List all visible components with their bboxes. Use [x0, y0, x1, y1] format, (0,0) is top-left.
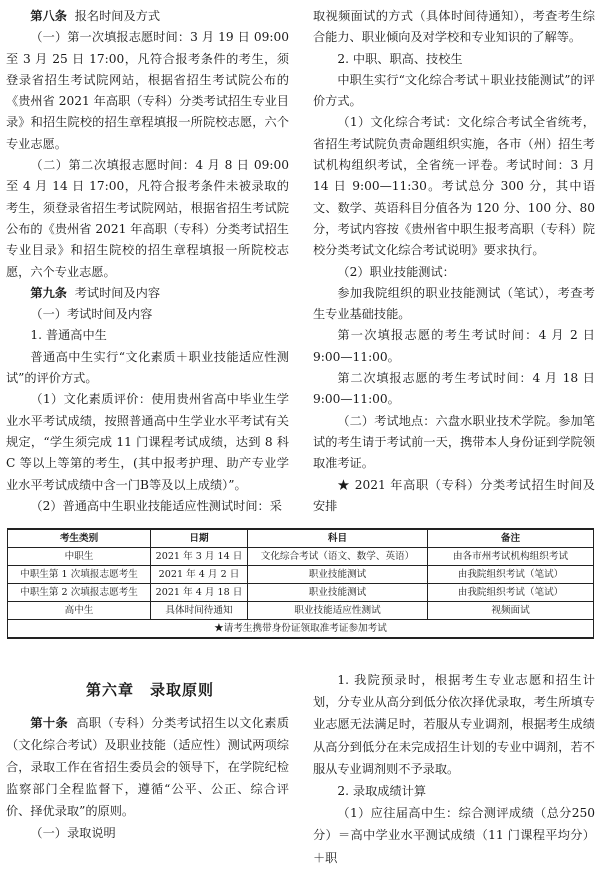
article-8-title: 报名时间及方式: [74, 9, 161, 23]
table-cell: 具体时间待通知: [151, 602, 248, 620]
table-cell: 文化综合考试（语文、数学、英语）: [248, 548, 428, 566]
table-cell: 视频面试: [428, 602, 594, 620]
table-header-cell: 考生类别: [8, 529, 151, 548]
table-footer-row: [8, 620, 594, 639]
table-cell: 职业技能测试: [248, 584, 428, 602]
admission-rule-2: 2. 录取成绩计算: [337, 784, 427, 799]
table-cell: 由我院组织考试（笔试）: [428, 566, 594, 584]
admission-rule-1: 1. 我院预录时，根据考生专业志愿和招生计划，分专业从高分到低分依次择优录取，考生所填专业志愿无法满足时，若服从专业调剂，根据考生成绩从高分到低分在未完成招生计划的专业中调剂，若不服从专业调剂则不予录取。: [313, 673, 595, 776]
right-text-column: [313, 6, 595, 517]
right-paragraph-1: 取视频面试的方式（具体时间待通知），考查考生综合能力、职业倾向及对学校和专业知识的了解等。: [313, 9, 595, 45]
table-cell: 由我院组织考试（笔试）: [428, 584, 594, 602]
chapter-6-left-column: [6, 712, 289, 844]
article-9-subheading-1: （一）考试时间及内容: [30, 307, 153, 322]
article-10-label: 第十条: [30, 716, 68, 730]
schedule-table: [7, 528, 594, 639]
table-cell: 中职生第 2 次填报志愿考生: [8, 584, 151, 602]
article-9-title: 考试时间及内容: [74, 285, 161, 300]
article-9-paragraph-3: （2）普通高中生职业技能适应性测试时间：采: [30, 498, 282, 513]
table-cell: 中职生: [8, 548, 151, 566]
schedule-caption: ★ 2021 年高职（专科）分类考试招生时间及安排: [313, 477, 595, 513]
table-cell: 职业技能适应性测试: [248, 602, 428, 620]
right-paragraph-5: 参加我院组织的职业技能测试（笔试），考查考生专业基础技能。: [313, 285, 595, 322]
right-subheading-2: 2. 中职、职高、技校生: [337, 51, 463, 66]
table-footer-note: ★请考生携带身份证领取准考证参加考试: [8, 620, 594, 639]
admission-rule-3: （1）应往届高中生：综合测评成绩（总分250分）＝高中学业水平测试成绩（11 门课程平均分）＋职: [313, 806, 595, 865]
article-8-paragraph-1: （一）第一次填报志愿时间：3 月 19 日 09:00 至 3 月 25 日 17:00，凡符合报考条件的考生，须登录省招生考试院网站，根据省招生考试院公布的《贵州省 2021 年高职（专科）分类考试招生专业目录》和招生院校的招生章程填报一所院校志愿，六个专业志愿。: [6, 30, 289, 151]
article-9-label: 第九条: [30, 285, 67, 300]
table-cell: 2021 年 4 月 2 日: [151, 566, 248, 584]
article-9-paragraph-1: 普通高中生实行“文化素质＋职业技能适应性测试”的评价方式。: [6, 349, 289, 386]
table-row: [8, 566, 594, 584]
right-paragraph-4: （2）职业技能测试：: [337, 264, 455, 279]
article-8-paragraph-2: （二）第二次填报志愿时间：4 月 8 日 09:00 至 4 月 14 日 17:00，凡符合报考条件未被录取的考生，须登录省招生考试院网站，根据省招生考试院公布的《贵州省 2021 年高职（专科）分类考试招生专业目录》和招生院校的招生章程填报一所院校志愿，六个专业志愿。: [6, 158, 289, 279]
table-cell: 职业技能测试: [248, 566, 428, 584]
table-header-row: [8, 529, 594, 548]
table-row: [8, 548, 594, 566]
table-cell: 2021 年 3 月 14 日: [151, 548, 248, 566]
article-10-text: 高职（专科）分类考试招生以文化素质（文化综合考试）及职业技能（适应性）测试两项综合，录取工作在省招生委员会的领导下，在学院纪检监察部门全程监督下，遵循“公平、公正、综合评价、择优录取”的原则。: [6, 716, 290, 818]
table-cell: 2021 年 4 月 18 日: [151, 584, 248, 602]
table-cell: 高中生: [8, 602, 151, 620]
table-row: [8, 602, 594, 620]
chapter-6-title: 第六章 录取原则: [85, 681, 214, 699]
left-text-column: [6, 6, 289, 517]
right-paragraph-2: 中职生实行“文化综合考试＋职业技能测试”的评价方式。: [313, 72, 595, 109]
article-9-heading: [6, 283, 289, 304]
article-10-paragraph: [6, 712, 289, 822]
table-header-cell: 日期: [151, 529, 248, 548]
article-9-paragraph-2: （1）文化素质评价：使用贵州省高中毕业生学业水平考试成绩，按照普通高中生学业水平考试有关规定，“学生须完成 11 门课程考试成绩，达到 8 科 C 等以上等第的考生，(其中报考护理、助产专业学业水平考试成绩中含一门B等及以上成绩）”。: [6, 392, 289, 492]
table-header-cell: 科目: [248, 529, 428, 548]
right-paragraph-8: （二）考试地点：六盘水职业技术学院。参加笔试的考生请于考试前一天，携带本人身份证到学院领取准考证。: [313, 413, 595, 471]
right-paragraph-3: （1）文化综合考试：文化综合考试全省统考，省招生考试院负责命题组织实施，各市（州）招生考试机构组织考试，全省统一评卷。考试时间：3 月 14 日 9:00—11:30。考试总分 300 分，其中语文、数学、英语科目分值各为 120 分、100 分、80 分，考试内容按《贵州省中职生报考高职（专科）院校分类考试文化综合考试说明》要求执行。: [313, 115, 595, 258]
table-header-cell: 备注: [428, 529, 594, 548]
table-row: [8, 584, 594, 602]
table-cell: 由各市州考试机构组织考试: [428, 548, 594, 566]
table-cell: 中职生第 1 次填报志愿考生: [8, 566, 151, 584]
chapter-6-right-column: [313, 669, 595, 869]
admission-subheading-1: （一）录取说明: [30, 826, 116, 840]
article-8-label: 第八条: [30, 9, 67, 23]
article-8-heading: [6, 6, 289, 27]
article-9-subheading-1-1: 1. 普通高中生: [30, 328, 107, 343]
right-paragraph-7: 第二次填报志愿的考生考试时间：4 月 18 日 9:00—11:00。: [313, 371, 595, 407]
right-paragraph-6: 第一次填报志愿的考生考试时间：4 月 2 日 9:00—11:00。: [313, 328, 595, 364]
